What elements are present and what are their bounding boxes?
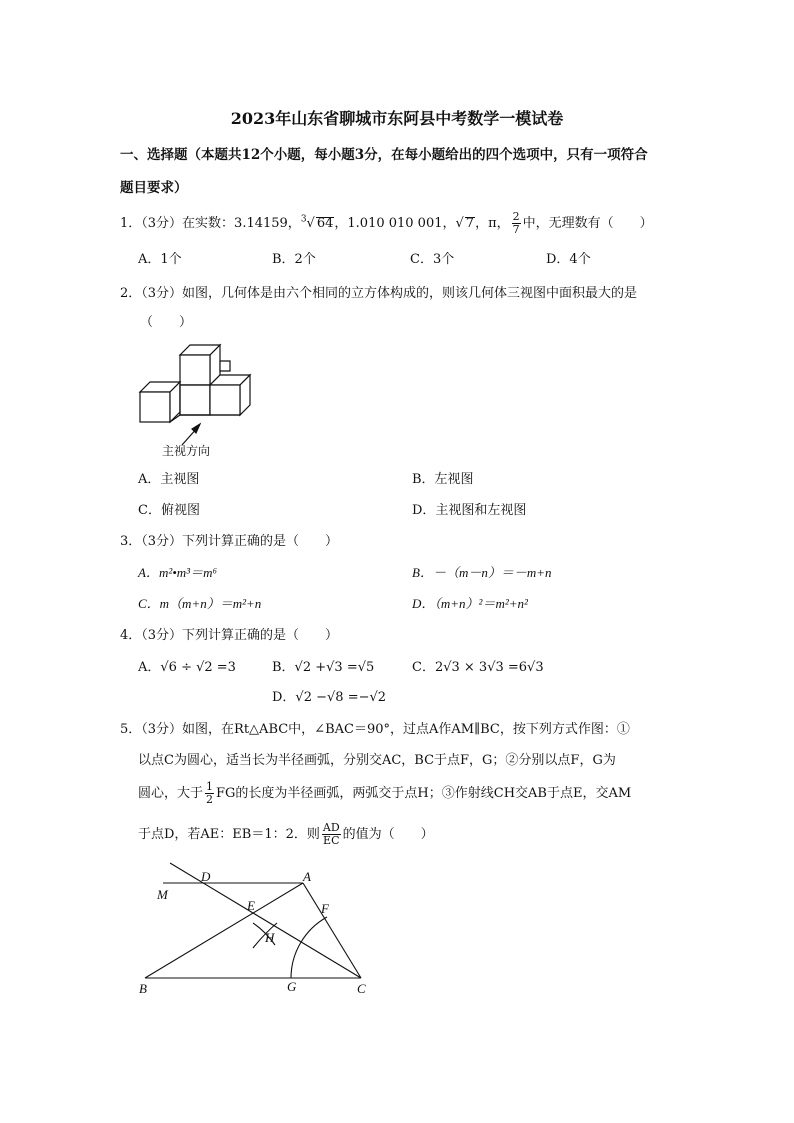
q1-cbrt-radicand: 64 bbox=[316, 216, 334, 231]
cube-front bbox=[210, 385, 240, 415]
q1-option-d[interactable]: D．4个 bbox=[546, 252, 591, 267]
q1-stem-start: 1．（3分）在实数：3.14159， bbox=[120, 216, 301, 231]
q5-line4-start: 于点D，若AE：EB＝1：2．则 bbox=[138, 827, 320, 842]
q1-fraction bbox=[512, 211, 521, 236]
question-5-line3 bbox=[138, 781, 631, 806]
radical-icon: √ bbox=[455, 216, 464, 231]
q5-line4-end: 的值为（ ） bbox=[342, 827, 434, 842]
line-ac bbox=[303, 883, 361, 978]
fraction-denominator: 7 bbox=[512, 223, 520, 236]
page-title: 2023年山东省聊城市东阿县中考数学一模试卷 bbox=[230, 109, 564, 128]
q5-half-fraction bbox=[205, 781, 214, 806]
point-label-c: C bbox=[357, 981, 366, 996]
fraction-denominator: EC bbox=[323, 834, 340, 847]
point-label-e: E bbox=[247, 898, 255, 913]
q3-option-b[interactable]: B．－（m－n）＝－m+n bbox=[412, 565, 552, 580]
q1-stem-end: 中，无理数有（ ） bbox=[522, 216, 653, 231]
cube-front bbox=[180, 355, 210, 385]
question-3-stem: 3．（3分）下列计算正确的是（ ） bbox=[120, 534, 339, 549]
section-heading-line1: 一、选择题（本题共12个小题，每小题3分，在每小题给出的四个选项中，只有一项符合 bbox=[120, 147, 648, 163]
q1-cbrt-index: 3 bbox=[300, 214, 307, 225]
fraction-denominator: 2 bbox=[206, 793, 214, 806]
point-label-d: D bbox=[201, 869, 211, 884]
cube-back-face bbox=[220, 361, 230, 371]
fraction-numerator: 2 bbox=[512, 210, 520, 223]
question-2-line2: （ ） bbox=[140, 315, 193, 330]
point-label-m: M bbox=[157, 887, 168, 902]
fraction-numerator: AD bbox=[322, 821, 340, 834]
q2-option-c[interactable]: C．俯视图 bbox=[138, 503, 200, 518]
q3-option-a[interactable]: A．m²•m³＝m⁶ bbox=[138, 565, 217, 580]
question-2-line1: 2．（3分）如图，几何体是由六个相同的立方体构成的，则该几何体三视图中面积最大的是 bbox=[120, 286, 638, 301]
question-5-line2: 以点C为圆心，适当长为半径画弧，分别交AC，BC于点F，G；②分别以点F，G为 bbox=[138, 753, 616, 768]
arc-fg bbox=[291, 917, 327, 978]
q5-line3-start: 圆心，大于 bbox=[138, 786, 204, 801]
radical-icon: √ bbox=[306, 216, 315, 231]
section-heading-line2: 题目要求） bbox=[120, 180, 188, 196]
cube-front bbox=[180, 385, 210, 415]
q1-sqrt-radicand: 7 bbox=[465, 216, 475, 231]
q3-option-d[interactable]: D．（m+n）²＝m²+n² bbox=[412, 596, 528, 611]
cube-front bbox=[140, 392, 170, 422]
question-4-stem: 4．（3分）下列计算正确的是（ ） bbox=[120, 628, 339, 643]
q2-option-d[interactable]: D．主视图和左视图 bbox=[412, 503, 527, 518]
q5-line3-end: FG的长度为半径画弧，两弧交于点H；③作射线CH交AB于点E，交AM bbox=[216, 786, 632, 801]
fraction-numerator: 1 bbox=[206, 780, 214, 793]
view-direction-label: 主视方向 bbox=[162, 444, 211, 458]
point-label-a: A bbox=[303, 869, 311, 884]
q4-option-b[interactable]: B．√2 +√3 =√5 bbox=[272, 660, 375, 675]
triangle-figure bbox=[135, 855, 385, 1005]
question-5-line4 bbox=[138, 822, 434, 847]
point-label-h: H bbox=[265, 930, 275, 945]
q1-option-c[interactable]: C．3个 bbox=[410, 252, 455, 267]
q3-option-c[interactable]: C．m（m+n）＝m²+n bbox=[138, 596, 262, 611]
point-label-g: G bbox=[287, 979, 297, 994]
q1-middle-text: ，1.010 010 001， bbox=[334, 216, 456, 231]
q2-option-a[interactable]: A．主视图 bbox=[138, 472, 200, 487]
q5-ratio-fraction bbox=[322, 822, 341, 847]
point-label-b: B bbox=[139, 981, 147, 996]
line-ab bbox=[145, 883, 303, 978]
ray-ch bbox=[170, 863, 361, 978]
q4-option-d[interactable]: D．√2 −√8 =−√2 bbox=[272, 690, 387, 705]
question-5-line1: 5．（3分）如图，在Rt△ABC中，∠BAC＝90°，过点A作AM∥BC，按下列方式作图：① bbox=[120, 722, 630, 737]
q2-option-b[interactable]: B．左视图 bbox=[412, 472, 474, 487]
point-label-f: F bbox=[321, 901, 329, 916]
question-1-stem bbox=[120, 211, 653, 236]
q4-option-c[interactable]: C．2√3 × 3√3 =6√3 bbox=[412, 660, 544, 675]
q1-pi-text: ，π， bbox=[475, 216, 510, 231]
q1-option-a[interactable]: A．1个 bbox=[138, 252, 182, 267]
q4-option-a[interactable]: A．√6 ÷ √2 =3 bbox=[138, 660, 236, 675]
q1-option-b[interactable]: B．2个 bbox=[272, 252, 316, 267]
